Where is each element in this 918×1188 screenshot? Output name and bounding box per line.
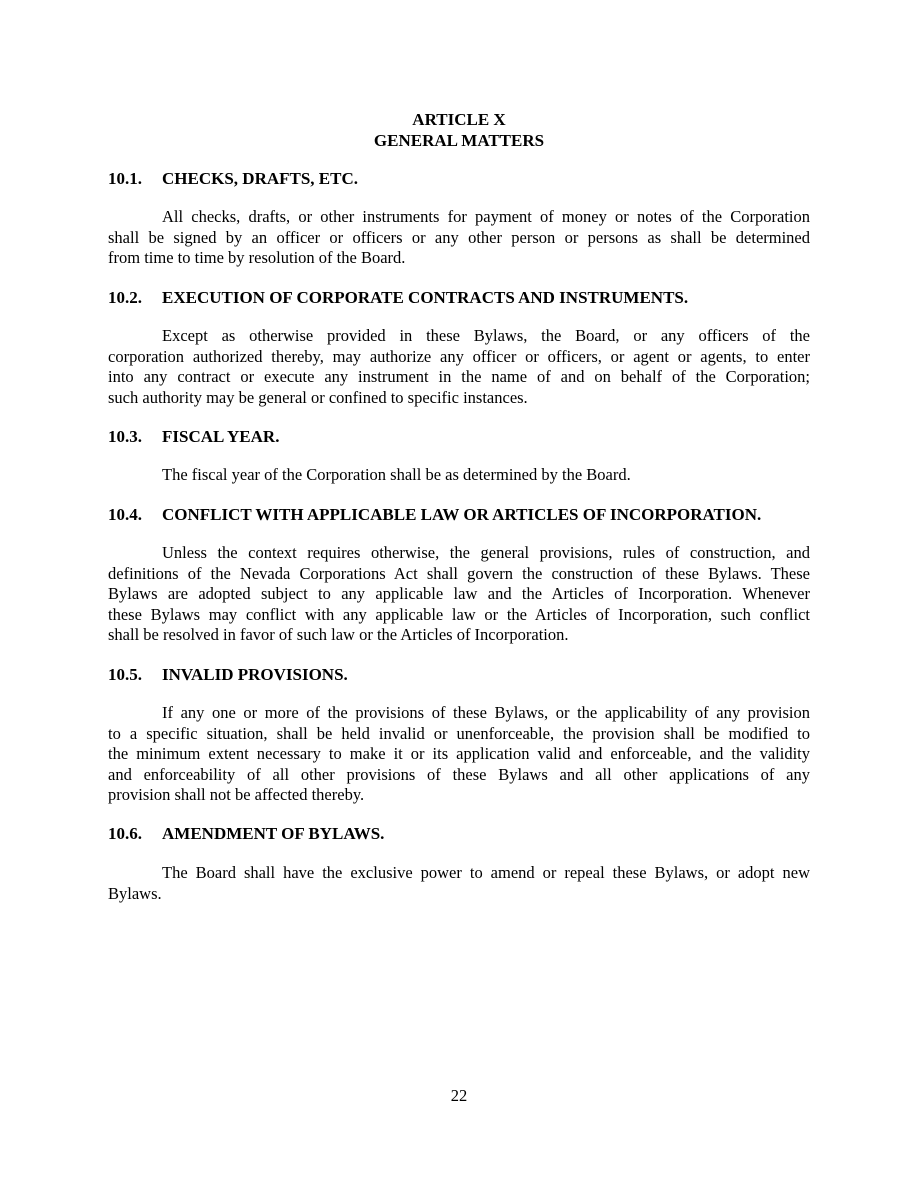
paragraph-line: The fiscal year of the Corporation shall be as determined by the Board. <box>162 465 631 484</box>
section-heading <box>108 168 358 189</box>
paragraph-line: Bylaws. <box>108 883 162 903</box>
paragraph-line: the minimum extent necessary to make it or its application valid and enforceable, and the validity <box>108 744 810 764</box>
paragraph-line: shall be signed by an officer or officers or any other person or persons as shall be determined <box>108 227 810 247</box>
section-number: 10.5. <box>108 665 142 684</box>
paragraph-line: Bylaws are adopted subject to any applicable law and the Articles of Incorporation. Whenever <box>108 584 810 604</box>
paragraph-line: and enforceability of all other provisions of these Bylaws and all other applications of any <box>108 764 810 784</box>
section-title: CHECKS, DRAFTS, ETC. <box>162 169 359 188</box>
section-number: 10.4. <box>108 505 142 524</box>
paragraph-line: If any one or more of the provisions of these Bylaws, or the applicability of any provision <box>162 703 810 722</box>
article-number: ARTICLE X <box>412 110 506 129</box>
paragraph-line: shall be resolved in favor of such law or the Articles of Incorporation. <box>108 625 569 645</box>
paragraph-line: provision shall not be affected thereby. <box>108 785 365 805</box>
section-paragraph <box>108 465 810 486</box>
section-number: 10.1. <box>108 169 142 188</box>
section-title: AMENDMENT OF BYLAWS. <box>162 824 385 843</box>
section-paragraph <box>108 207 810 269</box>
section-heading <box>108 287 688 308</box>
paragraph-line: such authority may be general or confined to specific instances. <box>108 387 528 407</box>
section-title: EXECUTION OF CORPORATE CONTRACTS AND INSTRUMENTS. <box>162 288 689 307</box>
section-number: 10.6. <box>108 824 142 843</box>
paragraph-line: All checks, drafts, or other instruments for payment of money or notes of the Corporation <box>162 207 810 226</box>
section-paragraph <box>108 863 810 904</box>
section-title: FISCAL YEAR. <box>162 427 280 446</box>
paragraph-line: from time to time by resolution of the Board. <box>108 248 406 268</box>
paragraph-line: definitions of the Nevada Corporations Act shall govern the construction of these Bylaws. These <box>108 563 810 583</box>
paragraph-line: Unless the context requires otherwise, the general provisions, rules of construction, and <box>162 543 810 562</box>
paragraph-line: Except as otherwise provided in these Bylaws, the Board, or any officers of the <box>162 326 810 345</box>
section-heading <box>108 823 384 844</box>
paragraph-line: to a specific situation, shall be held invalid or unenforceable, the provision shall be modified to <box>108 723 810 743</box>
section-title: INVALID PROVISIONS. <box>162 665 348 684</box>
section-paragraph <box>108 326 810 408</box>
article-title: GENERAL MATTERS <box>373 131 545 150</box>
paragraph-line: these Bylaws may conflict with any applicable law or the Articles of Incorporation, such conflict <box>108 604 810 624</box>
section-heading <box>108 504 761 525</box>
section-title: CONFLICT WITH APPLICABLE LAW OR ARTICLES OF INCORPORATION. <box>162 505 762 524</box>
paragraph-line: The Board shall have the exclusive power to amend or repeal these Bylaws, or adopt new <box>162 863 810 882</box>
page-number: 22 <box>450 1086 468 1105</box>
paragraph-line: corporation authorized thereby, may authorize any officer or officers, or agent or agents, to enter <box>108 346 810 366</box>
section-number: 10.3. <box>108 427 142 446</box>
section-number: 10.2. <box>108 288 142 307</box>
section-heading <box>108 426 279 447</box>
section-paragraph <box>108 703 810 806</box>
section-heading <box>108 664 348 685</box>
section-paragraph <box>108 543 810 646</box>
paragraph-line: into any contract or execute any instrument in the name of and on behalf of the Corporation; <box>108 367 810 387</box>
